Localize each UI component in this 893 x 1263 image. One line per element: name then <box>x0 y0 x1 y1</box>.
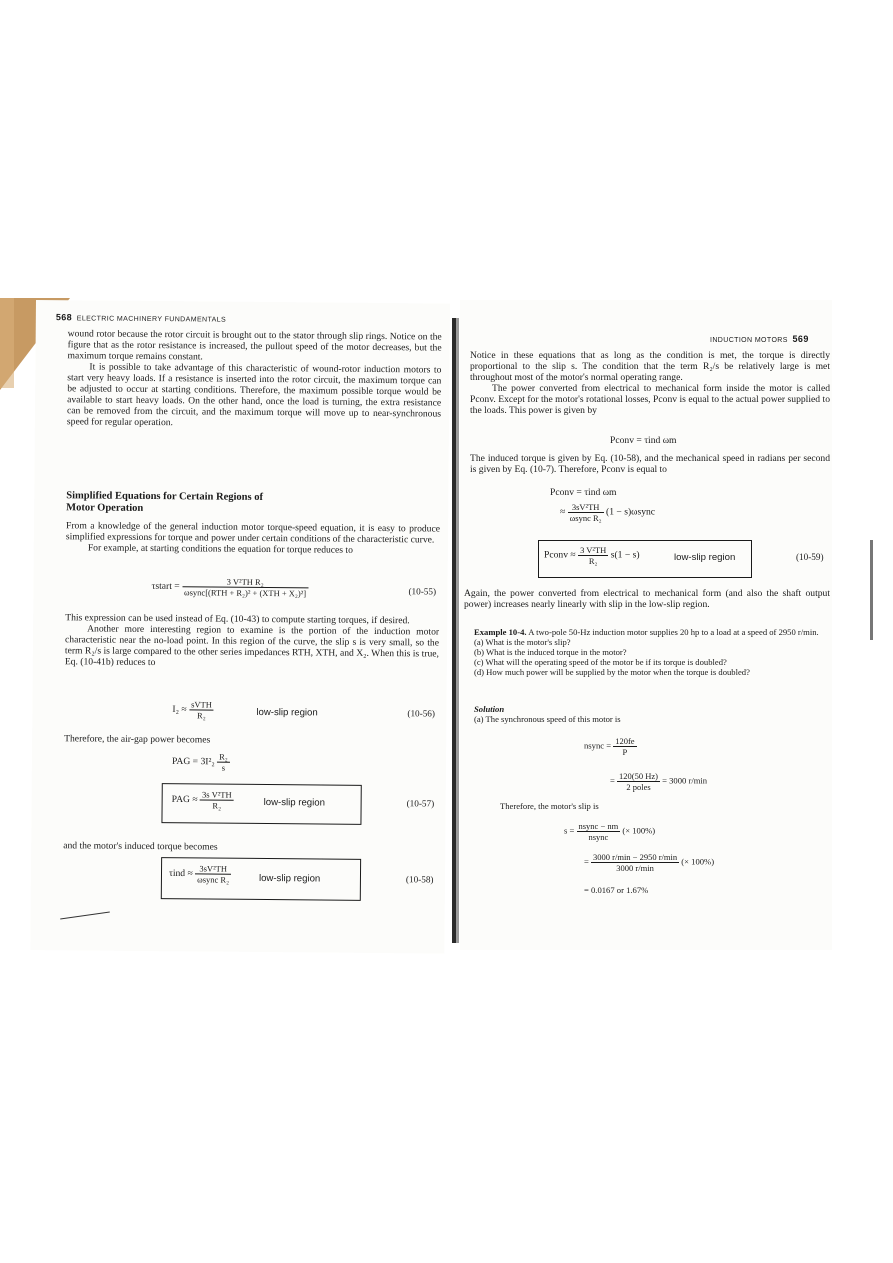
right-page-header-title: INDUCTION MOTORS <box>710 337 788 344</box>
eq58-numerator: 3sV²TH <box>195 863 231 874</box>
equation-10-56 <box>172 699 214 720</box>
solution-block <box>474 704 830 724</box>
right-page-header <box>710 334 809 344</box>
left-para-1: wound rotor because the rotor circuit is brought out to the stator through slip rings. Notice on the figure that as the rotor resistance is increased, the pullout speed of the motor decreases, but the maximum torque remains constant. <box>67 328 442 363</box>
left-para-4: For example, at starting conditions the equation for torque reduces to <box>87 542 353 556</box>
slip-intro <box>500 801 830 811</box>
left-page-header <box>56 312 226 323</box>
eq-b-numerator: 3sV²TH <box>568 502 604 513</box>
eq56-numerator: sVTH <box>189 699 214 710</box>
left-text-block-4 <box>64 733 438 747</box>
left-para-5: This expression can be used instead of Eq. (10-43) to compute starting torques, if desired. <box>65 612 410 627</box>
eq55-numerator: 3 V²TH R₂ <box>182 576 308 588</box>
equation-pag <box>172 751 230 773</box>
eq58-number: (10-58) <box>405 874 434 885</box>
eq59-region-label: low-slip region <box>674 552 736 563</box>
eq-s2-rhs: (× 100%) <box>681 856 715 867</box>
eq-ns2-numerator: 120(50 Hz) <box>619 771 658 781</box>
equation-pconv-a: Pconv = τind ωm <box>550 487 617 498</box>
left-text-block-5 <box>63 840 437 854</box>
eq-ns-denominator: P <box>622 747 628 757</box>
eq-ns-lhs: nsync = <box>584 740 612 751</box>
equation-pconv: Pconv = τind ωm <box>610 435 677 446</box>
eq55-number: (10-55) <box>408 586 437 597</box>
equation-slip-value <box>584 852 714 873</box>
slip-intro-text: Therefore, the motor's slip is <box>500 801 599 811</box>
example-text: A two-pole 50-Hz induction motor supplies 20 hp to a load at a speed of 2950 r/min. <box>528 627 819 637</box>
eq-ns2-rhs: = 3000 r/min <box>662 775 708 786</box>
equation-slip <box>564 821 655 842</box>
solution-heading: Solution <box>474 704 505 714</box>
eq59-number: (10-59) <box>796 552 824 562</box>
equation-pconv-b <box>560 502 655 523</box>
book-binding-shadow <box>456 318 459 943</box>
section-heading <box>66 490 440 517</box>
equation-10-55 <box>151 576 308 598</box>
question-d: (d) How much power will be supplied by the motor when the torque is doubled? <box>474 667 750 677</box>
page-corner-shadow-light <box>0 298 14 388</box>
eq-pag-denominator: s <box>221 762 226 773</box>
question-c: (c) What will the operating speed of the motor be if its torque is doubled? <box>474 657 727 667</box>
right-page-number: 569 <box>792 334 809 344</box>
eq59-denominator: R₂ <box>588 556 598 566</box>
equation-nsync <box>584 736 637 757</box>
left-para-2: It is possible to take advantage of this characteristic of wound-rotor induction motors to start very heavy loads. If a resistance is inserted into the rotor circuit, the maximum torque can be adjusted to occur at starting conditions. Therefore, the maximum possible torque would be available to start heavy loads. On the other hand, once the load is turning, the extra resistance can be removed from the circuit, and the maximum torque will move up to near-synchronous speed for regular operation. <box>66 361 442 429</box>
right-page <box>460 300 832 950</box>
right-text-block-3 <box>464 588 830 610</box>
left-page <box>30 300 450 954</box>
equation-10-57 <box>172 789 234 811</box>
left-page-header-title: ELECTRIC MACHINERY FUNDAMENTALS <box>76 315 227 324</box>
left-para-8: and the motor's induced torque becomes <box>63 840 218 853</box>
eq59-lhs: Pconv ≈ <box>544 549 576 561</box>
eq55-denominator: ωsync[(RTH + R₂)² + (XTH + X₂)²] <box>184 587 307 599</box>
section-title-line-1: Simplified Equations for Certain Regions of <box>66 490 264 503</box>
eq-b-lhs: ≈ <box>560 506 566 518</box>
example-10-4 <box>474 627 830 677</box>
left-text-block-2 <box>66 520 440 556</box>
eq-s-rhs: (× 100%) <box>622 825 656 836</box>
eq-ns-numerator: 120fe <box>615 736 635 746</box>
right-para-3: The induced torque is given by Eq. (10-58), and the mechanical speed in radians per second is given by Eq. (10-7). Therefore, Pconv is equal to <box>470 453 830 475</box>
eq-b-rhs: (1 − s)ωsync <box>606 506 656 518</box>
eq-b-denominator: ωsync R₂ <box>569 513 602 523</box>
example-title: Example 10-4. <box>474 627 527 637</box>
eq57-denominator: R₂ <box>212 800 222 811</box>
eq-pag-lhs: PAG = 3I²₂ <box>171 755 215 768</box>
left-text-block-3 <box>65 612 439 670</box>
eq58-lhs: τind ≈ <box>168 867 193 880</box>
right-para-2: The power converted from electrical to mechanical form inside the motor is called Pconv. Except for the motor's rotational losses, Pconv is equal to the actual power supplied to the loads. This power is given by <box>470 383 830 416</box>
eq-s2-denominator: 3000 r/min <box>616 863 654 873</box>
page-edge-mark <box>870 540 873 640</box>
eq56-number: (10-56) <box>407 708 436 719</box>
eq-s-denominator: nsync <box>588 832 609 842</box>
eq57-region-label: low-slip region <box>263 797 325 809</box>
eq-pag-numerator: R₂ <box>217 752 230 763</box>
eq-ns2-lhs: = <box>610 775 615 786</box>
eq58-denominator: ωsync R₂ <box>197 874 230 885</box>
eq56-region-label: low-slip region <box>256 706 318 719</box>
eq56-denominator: R₂ <box>197 710 206 721</box>
left-para-3: From a knowledge of the general induction motor torque-speed equation, it is easy to produce simplified expressions for torque and power under certain conditions of the characteristic curve. <box>65 520 441 546</box>
eq59-rhs: s(1 − s) <box>610 549 640 561</box>
section-title-line-2: Motor Operation <box>66 502 144 514</box>
right-text-block-2 <box>470 453 830 475</box>
eq-s-numerator: nsync − nm <box>578 821 619 831</box>
eq58-region-label: low-slip region <box>258 872 321 885</box>
eq57-lhs: PAG ≈ <box>171 793 198 806</box>
eq-s-lhs: s = <box>564 825 575 836</box>
left-para-7: Therefore, the air-gap power becomes <box>64 733 211 746</box>
equation-10-58 <box>169 863 231 885</box>
eq59-numerator: 3 V²TH <box>580 545 607 555</box>
eq56-lhs: I₂ ≈ <box>172 703 187 716</box>
eq-s2-lhs: = <box>584 856 589 867</box>
right-para-4: Again, the power converted from electrical to mechanical form (and also the shaft output power) increases nearly linearly with slip in the low-slip region. <box>464 588 830 610</box>
right-para-1: Notice in these equations that as long as the condition is met, the torque is directly proportional to the slip s. The condition that the term R₂/s be relatively large is met throughout most of the motor's normal operating range. <box>470 350 830 383</box>
eq57-number: (10-57) <box>406 798 435 809</box>
equation-nsync-value <box>610 771 707 792</box>
left-page-number: 568 <box>55 312 73 323</box>
equation-slip-result: = 0.0167 or 1.67% <box>584 885 649 895</box>
left-para-6: Another more interesting region to examine is the portion of the induction motor characteristic near the no-load point. In this region of the curve, the slip s is very small, so the term R₂/s is large compared to the other series impedances RTH, XTH, and X₂. When this is true, Eq. (10-41b) reduces to <box>64 623 440 669</box>
right-text-block-1 <box>470 350 830 416</box>
solution-a: (a) The synchronous speed of this motor is <box>474 714 621 724</box>
eq-s2-numerator: 3000 r/min − 2950 r/min <box>593 852 678 862</box>
eq55-lhs: τstart = <box>151 580 180 592</box>
equation-10-59 <box>544 545 640 566</box>
left-text-block-1 <box>67 328 442 430</box>
eq57-numerator: 3s V²TH <box>200 789 234 800</box>
question-b: (b) What is the induced torque in the motor? <box>474 647 627 657</box>
question-a: (a) What is the motor's slip? <box>474 637 571 647</box>
eq-ns2-denominator: 2 poles <box>626 782 651 792</box>
